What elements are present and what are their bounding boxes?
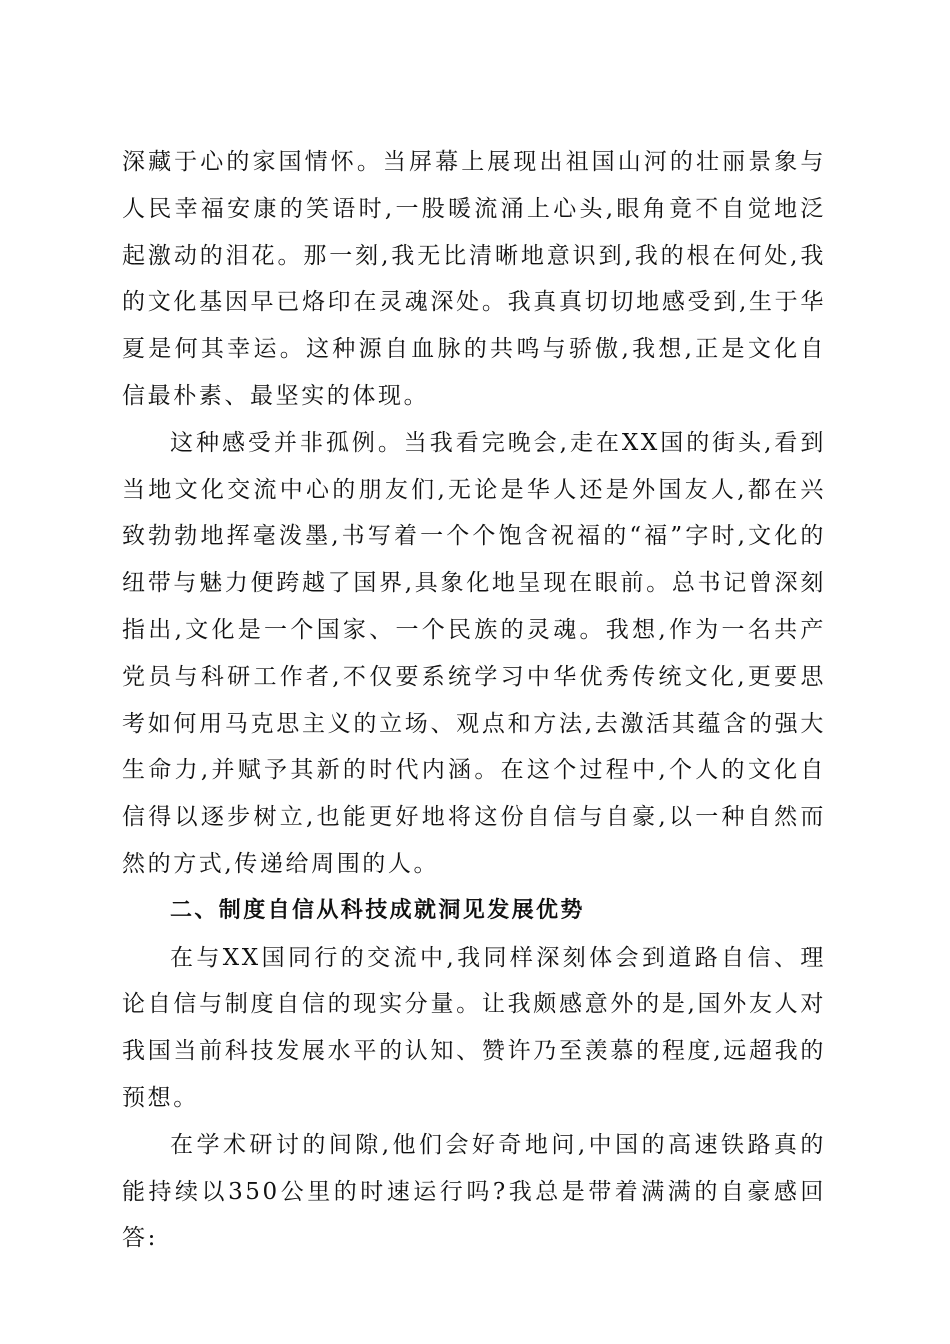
paragraph-exchange: 在与XX国同行的交流中,我同样深刻体会到道路自信、理论自信与制度自信的现实分量。让我颇感意外的是,国外友人对我国当前科技发展水平的认知、赞许乃至羡慕的程度,远超我的预想。 bbox=[122, 944, 826, 1111]
paragraph-high-speed-rail: 在学术研讨的间隙,他们会好奇地问,中国的高速铁路真的能持续以350公里的时速运行吗?我总是带着满满的自豪感回答: bbox=[122, 1131, 826, 1252]
document-body bbox=[122, 139, 826, 1262]
paragraph-continuation: 深藏于心的家国情怀。当屏幕上展现出祖国山河的壮丽景象与人民幸福安康的笑语时,一股暖流涌上心头,眼角竟不自觉地泛起激动的泪花。那一刻,我无比清晰地意识到,我的根在何处,我的文化基因早已烙印在灵魂深处。我真真切切地感受到,生于华夏是何其幸运。这种源自血脉的共鸣与骄傲,我想,正是文化自信最朴素、最坚实的体现。 bbox=[122, 149, 826, 409]
section-heading: 二、制度自信从科技成就洞见发展优势 bbox=[170, 897, 585, 923]
paragraph-cultural-confidence: 这种感受并非孤例。当我看完晚会,走在XX国的街头,看到当地文化交流中心的朋友们,无论是华人还是外国友人,都在兴致勃勃地挥毫泼墨,书写着一个个饱含祝福的“福”字时,文化的纽带与魅力便跨越了国界,具象化地呈现在眼前。总书记曾深刻指出,文化是一个国家、一个民族的灵魂。我想,作为一名共产党员与科研工作者,不仅要系统学习中华优秀传统文化,更要思考如何用马克思主义的立场、观点和方法,去激活其蕴含的强大生命力,并赋予其新的时代内涵。在这个过程中,个人的文化自信得以逐步树立,也能更好地将这份自信与自豪,以一种自然而然的方式,传递给周围的人。 bbox=[122, 429, 826, 877]
